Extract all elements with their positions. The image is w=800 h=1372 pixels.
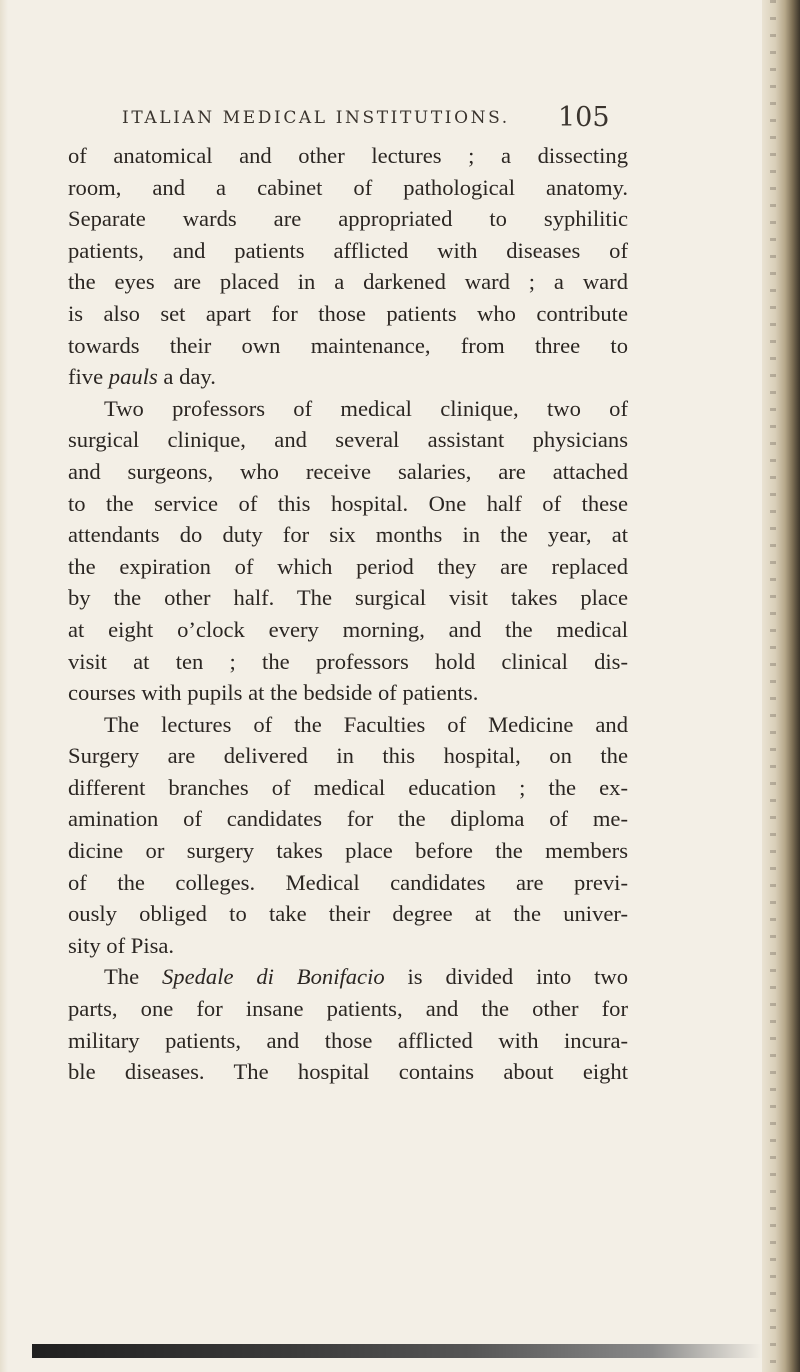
text-line: by the other half. The surgical visit takes place [68,585,628,611]
text-line [68,961,628,993]
text-line: different branches of medical education ; the ex- [68,774,628,800]
text-line: the eyes are placed in a darkened ward ; a ward [68,269,628,295]
book-spine-edge [762,0,800,1372]
text-line: at eight o’clock every morning, and the medical [68,616,628,642]
text-line: amination of candidates for the diploma of me- [68,806,628,832]
page-number: 105 [558,102,610,133]
text-line: ble diseases. The hospital contains about eight [68,1059,628,1085]
text-line: is also set apart for those patients who contribute [68,300,628,326]
text-line: surgical clinique, and several assistant physicians [68,427,628,453]
text-line: Separate wards are appropriated to syphilitic [68,206,628,232]
running-title: ITALIAN MEDICAL INSTITUTIONS. [122,108,510,128]
text-line: courses with pupils at the bedside of patients. [68,680,479,706]
text-line [68,361,628,393]
text-line: military patients, and those afflicted with incura- [68,1027,628,1053]
text-line: patients, and patients afflicted with diseases of [68,237,628,263]
text-line: of anatomical and other lectures ; a dissecting [68,143,628,168]
text-line: attendants do duty for six months in the year, at [68,522,628,548]
text-line: of the colleges. Medical candidates are previ- [68,869,628,895]
page-left-edge [0,0,8,1372]
italic-term: Spedale di Bonifacio [162,964,385,990]
text-line: and surgeons, who receive salaries, are attached [68,458,628,484]
text-line: room, and a cabinet of pathological anatomy. [68,174,628,200]
text-line: the expiration of which period they are replaced [68,553,628,579]
text-fragment: a day. [163,364,216,390]
text-line: to the service of this hospital. One half of these [68,490,628,516]
text-line: Surgery are delivered in this hospital, on the [68,743,628,769]
text-line: towards their own maintenance, from three to [68,332,628,358]
body-text [68,140,628,1088]
text-line: parts, one for insane patients, and the other for [68,996,628,1022]
text-fragment: five [68,364,104,390]
text-line: Two professors of medical clinique, two of [104,395,628,421]
text-fragment: is divided into two [407,964,628,990]
italic-term: pauls [108,364,158,390]
text-fragment: The [104,964,140,990]
scan-bottom-shadow [32,1344,762,1358]
text-line: ously obliged to take their degree at the univer- [68,901,628,927]
text-line: visit at ten ; the professors hold clinical dis- [68,648,628,674]
text-line: The lectures of the Faculties of Medicine and [104,711,628,737]
text-line: dicine or surgery takes place before the members [68,838,628,864]
text-line: sity of Pisa. [68,932,175,958]
